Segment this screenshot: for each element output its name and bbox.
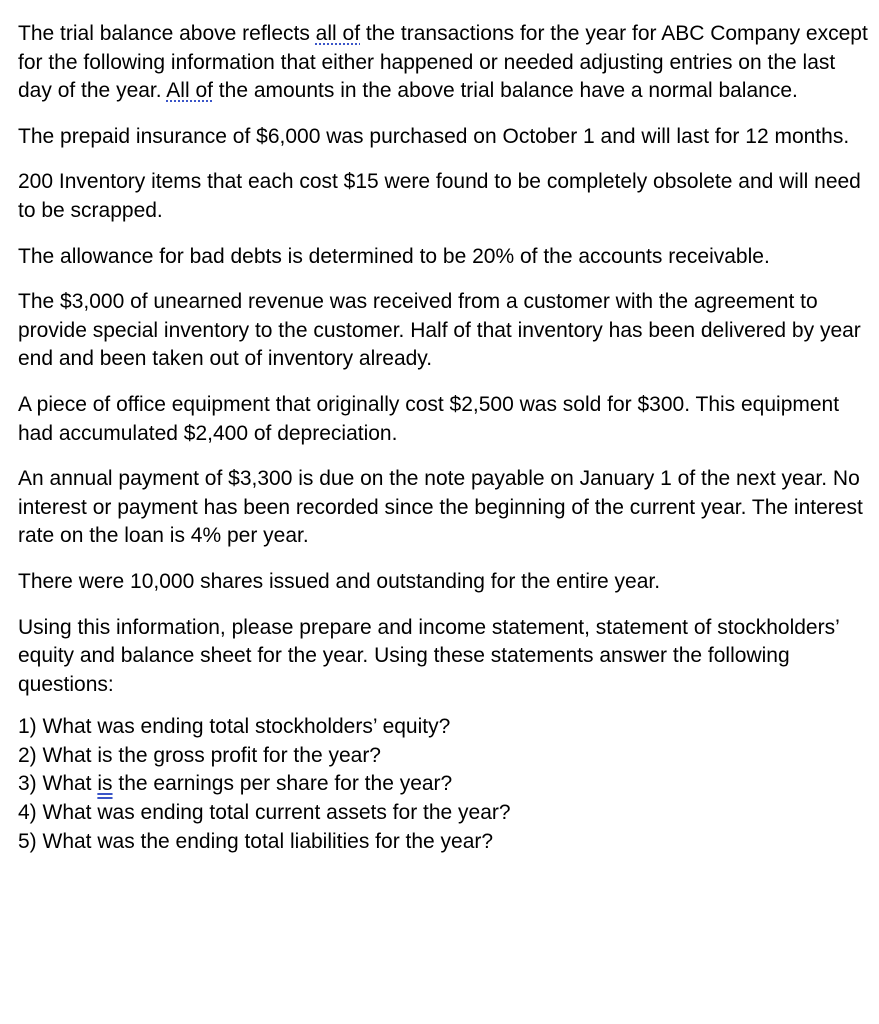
question-3-text-2: the earnings per share for the year? [112, 772, 453, 796]
question-3 [18, 770, 868, 799]
inventory-paragraph: 200 Inventory items that each cost $15 were found to be completely obsolete and will need to be scrapped. [18, 170, 861, 222]
unearned-revenue-paragraph: The $3,000 of unearned revenue was received from a customer with the agreement to provide special inventory to the customer. Half of that inventory has been delivered by year end and been taken out of inventory already. [18, 290, 861, 371]
question-5: 5) What was the ending total liabilities for the year? [18, 829, 494, 853]
intro-text-1: The trial balance above reflects [18, 22, 316, 45]
spellcheck-mark-all-of-1[interactable]: all of [315, 22, 361, 45]
equipment-paragraph: A piece of office equipment that originally cost $2,500 was sold for $300. This equipment had accumulated $2,400 of depreciation. [18, 392, 840, 445]
shares-paragraph: There were 10,000 shares issued and outstanding for the entire year. [18, 569, 661, 593]
allowance-paragraph: The allowance for bad debts is determined to be 20% of the accounts receivable. [18, 244, 770, 268]
intro-text-2: the transactions for the year for ABC Company except for the following information that either happened or needed adjusting entries on the last day of the year. [18, 22, 868, 103]
note-payable-paragraph: An annual payment of $3,300 is due on the note payable on January 1 of the next year. No interest or payment has been recorded since the beginning of the current year. The interest rate on the loan is 4% per year. [18, 467, 863, 548]
instructions-paragraph: Using this information, please prepare and income statement, statement of stockholders’ equity and balance sheet for the year. Using these statements answer the following questions: [18, 615, 839, 696]
question-1: 1) What was ending total stockholders’ equity? [18, 715, 451, 739]
document-body [18, 20, 868, 856]
question-4: 4) What was ending total current assets for the year? [18, 801, 511, 825]
intro-text-3: the amounts in the above trial balance have a normal balance. [212, 79, 798, 103]
question-2: 2) What is the gross profit for the year? [18, 743, 381, 767]
questions-list [18, 713, 868, 856]
grammar-mark-is[interactable]: is [97, 772, 113, 796]
intro-paragraph [18, 20, 868, 106]
question-3-text-1: 3) What [18, 772, 98, 796]
insurance-paragraph: The prepaid insurance of $6,000 was purchased on October 1 and will last for 12 months. [18, 124, 850, 148]
spellcheck-mark-all-of-2[interactable]: All of [166, 79, 213, 103]
